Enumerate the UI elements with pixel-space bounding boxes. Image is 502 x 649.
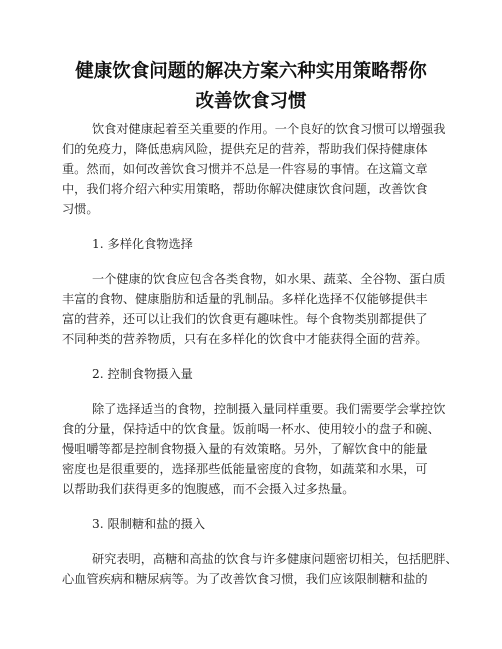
intro-line: 饮食对健康起着至关重要的作用。一个良好的饮食习惯可以增强我	[92, 122, 446, 136]
document-title	[60, 57, 442, 117]
paragraph-line: 密度也是很重要的，选择那些低能量密度的食物，如蔬菜和水果，可	[62, 462, 428, 476]
intro-line: 们的免疫力，降低患病风险，提供充足的营养，帮助我们保持健康体	[62, 142, 428, 156]
paragraph-line: 以帮助我们获得更多的饱腹感，而不会摄入过多热量。	[62, 482, 355, 496]
intro-line: 中，我们将介绍六种实用策略，帮助你解决健康饮食问题，改善饮食	[62, 182, 428, 196]
section-heading: 3. 限制糖和盐的摄入	[92, 517, 206, 531]
intro-line: 习惯。	[62, 202, 99, 216]
paragraph-line: 慢咀嚼等都是控制食物摄入量的有效策略。另外，了解饮食中的能量	[62, 442, 428, 456]
paragraph-line: 丰富的食物、健康脂肪和适量的乳制品。多样化选择不仅能够提供丰	[62, 292, 428, 306]
title-line-2: 改善饮食习惯	[195, 91, 307, 112]
paragraph-line: 不同种类的营养物质，只有在多样化的饮食中才能获得全面的营养。	[62, 332, 428, 346]
title-line-1: 健康饮食问题的解决方案六种实用策略帮你	[75, 61, 427, 82]
paragraph-line: 一个健康的饮食应包含各类食物，如水果、蔬菜、全谷物、蛋白质	[92, 272, 446, 286]
section-heading: 2. 控制食物摄入量	[92, 367, 193, 381]
paragraph-line: 除了选择适当的食物，控制摄入量同样重要。我们需要学会掌控饮	[92, 402, 446, 416]
paragraph-line: 富的营养，还可以让我们的饮食更有趣味性。每个食物类别都提供了	[62, 312, 428, 326]
intro-line: 重。然而，如何改善饮食习惯并不总是一件容易的事情。在这篇文章	[62, 162, 428, 176]
paragraph-line: 食的分量，保持适中的饮食量。饭前喝一杯水、使用较小的盘子和碗、	[62, 422, 440, 436]
section-heading: 1. 多样化食物选择	[92, 237, 193, 251]
paragraph-line: 心血管疾病和糖尿病等。为了改善饮食习惯，我们应该限制糖和盐的	[62, 572, 428, 586]
paragraph-line: 研究表明，高糖和高盐的饮食与许多健康问题密切相关，包括肥胖、	[92, 552, 458, 566]
